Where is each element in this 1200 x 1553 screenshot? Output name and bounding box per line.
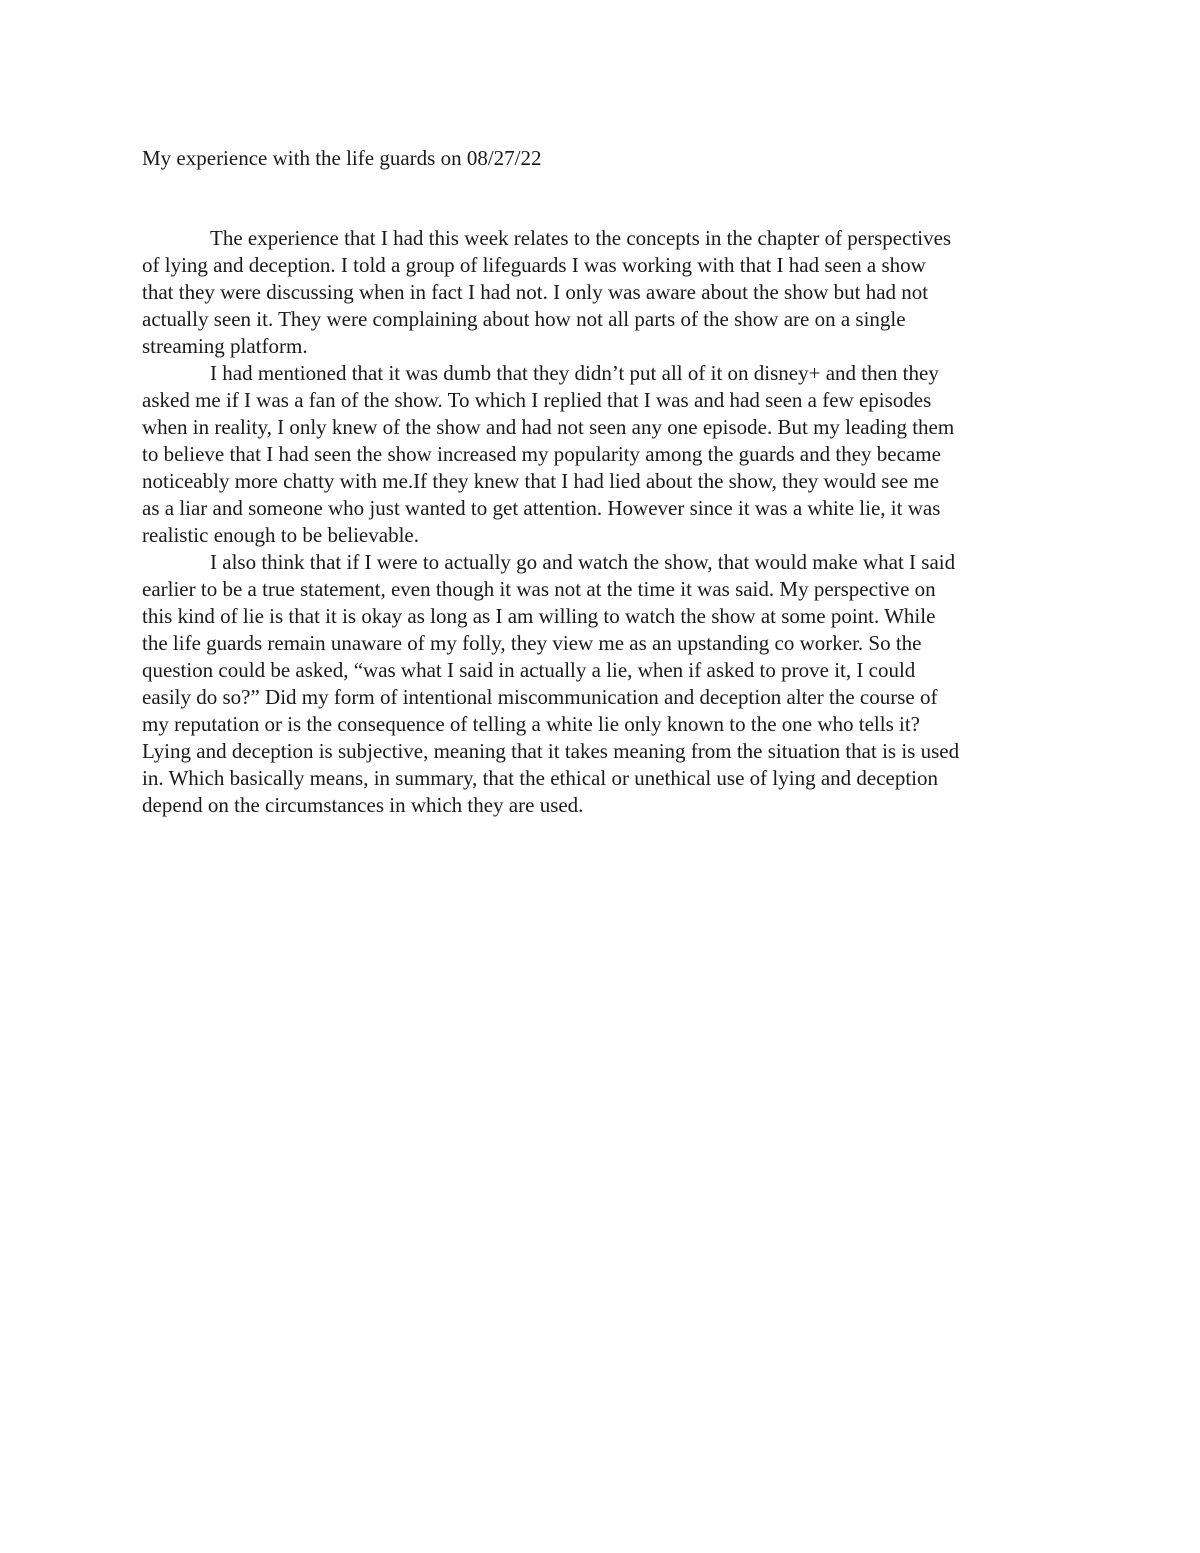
text-line: Lying and deception is subjective, meaning that it takes meaning from the situation that is is used xyxy=(142,739,960,763)
paragraph-1 xyxy=(142,225,1058,360)
text-line: as a liar and someone who just wanted to get attention. However since it was a white lie, it was xyxy=(142,496,941,520)
paragraph-3 xyxy=(142,549,1058,819)
text-line: question could be asked, “was what I said in actually a lie, when if asked to prove it, I could xyxy=(142,658,916,682)
text-line: The experience that I had this week relates to the concepts in the chapter of perspectives xyxy=(210,226,952,250)
text-line: of lying and deception. I told a group of lifeguards I was working with that I had seen a show xyxy=(142,253,926,277)
document-body xyxy=(142,225,1058,819)
document-title: My experience with the life guards on 08/27/22 xyxy=(142,146,542,170)
text-line: in. Which basically means, in summary, that the ethical or unethical use of lying and deception xyxy=(142,766,939,790)
text-line: depend on the circumstances in which they are used. xyxy=(142,793,584,817)
text-line: actually seen it. They were complaining about how not all parts of the show are on a single xyxy=(142,307,906,331)
text-line: this kind of lie is that it is okay as long as I am willing to watch the show at some point. While xyxy=(142,604,936,628)
text-line: asked me if I was a fan of the show. To which I replied that I was and had seen a few episodes xyxy=(142,388,932,412)
text-line: easily do so?” Did my form of intentional miscommunication and deception alter the course of xyxy=(142,685,938,709)
text-line: to believe that I had seen the show increased my popularity among the guards and they became xyxy=(142,442,941,466)
text-line: noticeably more chatty with me.If they knew that I had lied about the show, they would see me xyxy=(142,469,939,493)
text-line: the life guards remain unaware of my folly, they view me as an upstanding co worker. So the xyxy=(142,631,922,655)
text-line: my reputation or is the consequence of telling a white lie only known to the one who tells it? xyxy=(142,712,920,736)
paragraph-2 xyxy=(142,360,1058,549)
text-line: streaming platform. xyxy=(142,334,308,358)
text-line: realistic enough to be believable. xyxy=(142,523,419,547)
text-line: when in reality, I only knew of the show and had not seen any one episode. But my leading them xyxy=(142,415,955,439)
text-line: earlier to be a true statement, even though it was not at the time it was said. My perspective on xyxy=(142,577,936,601)
text-line: I had mentioned that it was dumb that they didn’t put all of it on disney+ and then they xyxy=(210,361,939,385)
text-line: that they were discussing when in fact I had not. I only was aware about the show but had not xyxy=(142,280,929,304)
text-line: I also think that if I were to actually go and watch the show, that would make what I said xyxy=(210,550,956,574)
